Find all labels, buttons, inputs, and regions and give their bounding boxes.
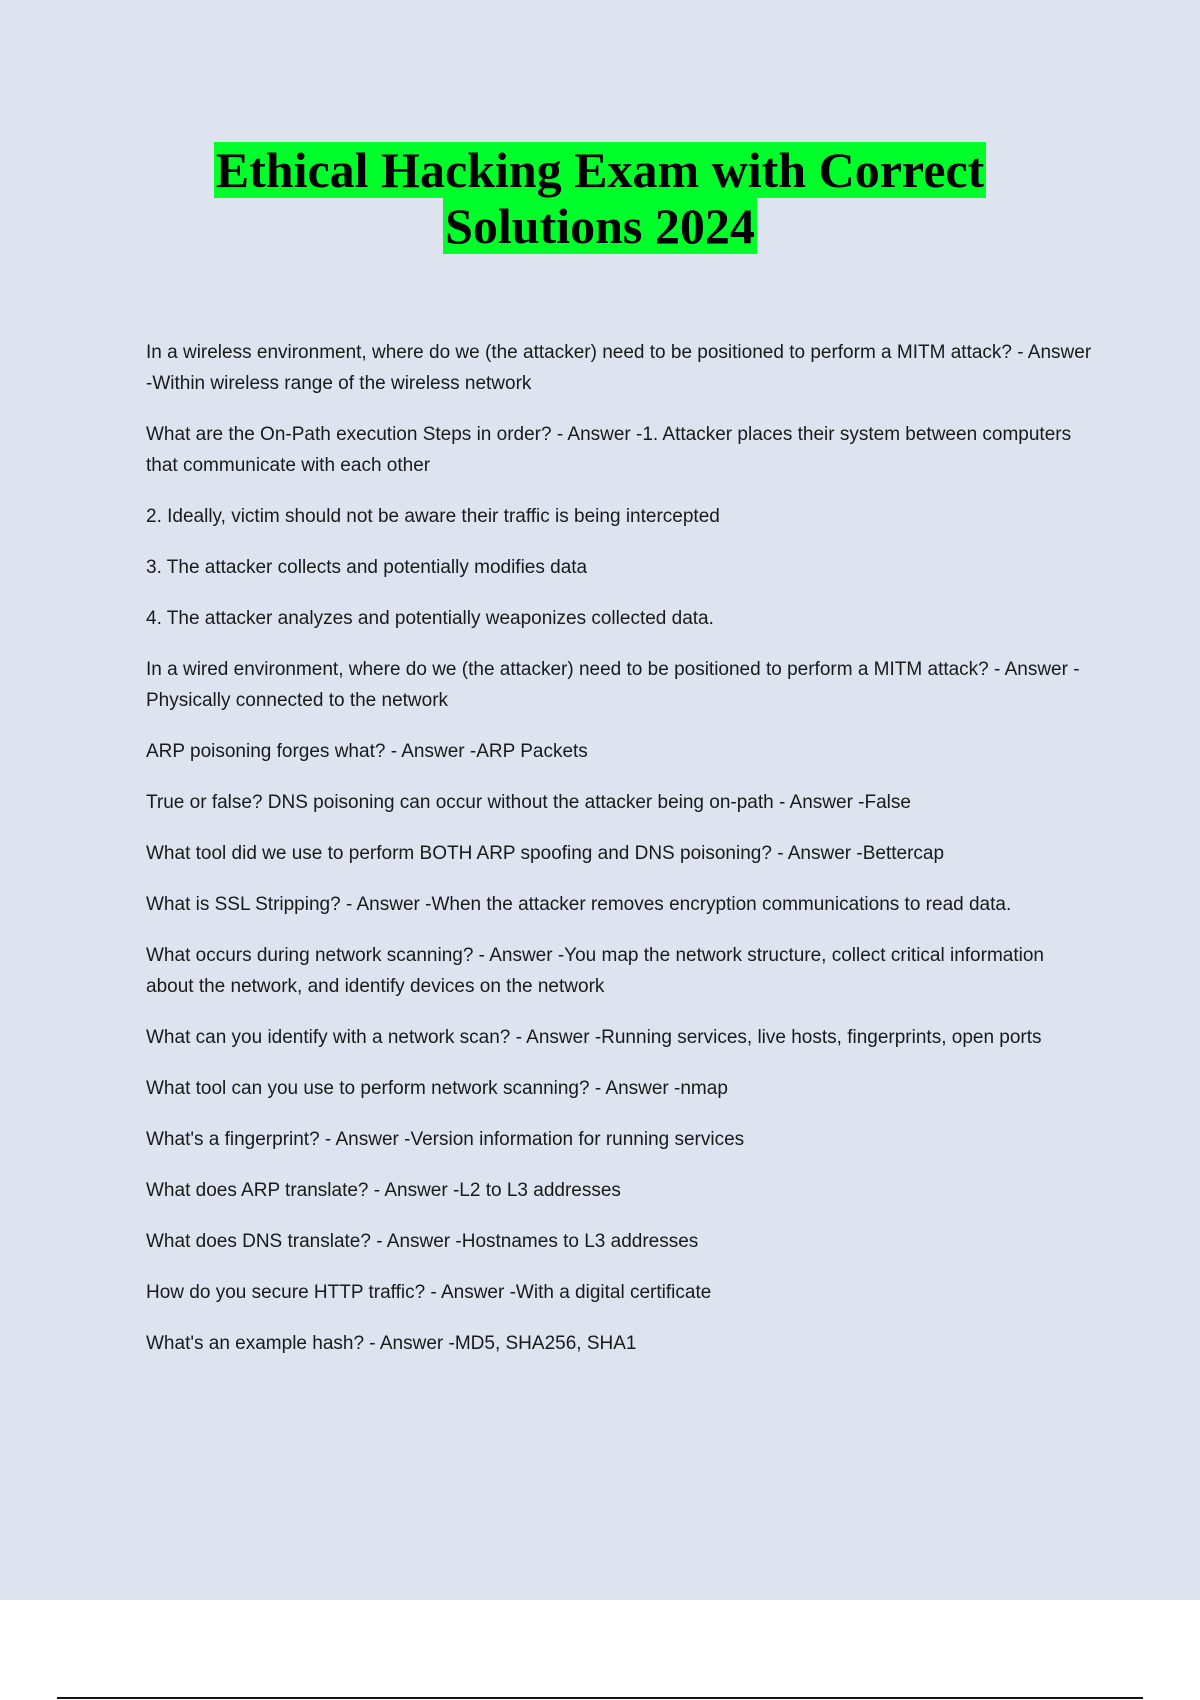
qa-item: What's a fingerprint? - Answer -Version information for running services <box>146 1129 745 1150</box>
title-line-2: Solutions 2024 <box>445 198 755 254</box>
qa-item: What can you identify with a network scan? - Answer -Running services, live hosts, fingerprints, open ports <box>146 1027 1042 1048</box>
qa-item: 3. The attacker collects and potentially modifies data <box>146 557 588 578</box>
footer-divider <box>57 1697 1143 1699</box>
qa-item: In a wireless environment, where do we (the attacker) need to be positioned to perform a MITM attack? - Answer -Within wireless range of the wireless network <box>146 342 1092 394</box>
qa-item: ARP poisoning forges what? - Answer -ARP Packets <box>146 741 588 762</box>
qa-list <box>146 337 1096 1379</box>
qa-item: 2. Ideally, victim should not be aware their traffic is being intercepted <box>146 506 720 527</box>
qa-item: True or false? DNS poisoning can occur without the attacker being on-path - Answer -False <box>146 792 911 813</box>
document-title <box>0 142 1200 254</box>
qa-item: What is SSL Stripping? - Answer -When the attacker removes encryption communications to read data. <box>146 894 1012 915</box>
qa-item: 4. The attacker analyzes and potentially weaponizes collected data. <box>146 608 714 629</box>
qa-item: What's an example hash? - Answer -MD5, SHA256, SHA1 <box>146 1333 637 1354</box>
qa-item: What occurs during network scanning? - Answer -You map the network structure, collect critical information about the network, and identify devices on the network <box>146 945 1044 997</box>
qa-item: What does ARP translate? - Answer -L2 to L3 addresses <box>146 1180 621 1201</box>
qa-item: What tool did we use to perform BOTH ARP spoofing and DNS poisoning? - Answer -Bettercap <box>146 843 945 864</box>
qa-item: What does DNS translate? - Answer -Hostnames to L3 addresses <box>146 1231 699 1252</box>
qa-item: What are the On-Path execution Steps in order? - Answer -1. Attacker places their system between computers that communicate with each other <box>146 424 1072 476</box>
qa-item: How do you secure HTTP traffic? - Answer -With a digital certificate <box>146 1282 712 1303</box>
title-line-1: Ethical Hacking Exam with Correct <box>215 142 985 198</box>
qa-item: What tool can you use to perform network scanning? - Answer -nmap <box>146 1078 728 1099</box>
qa-item: In a wired environment, where do we (the attacker) need to be positioned to perform a MITM attack? - Answer -Physically connected to the network <box>146 659 1080 711</box>
